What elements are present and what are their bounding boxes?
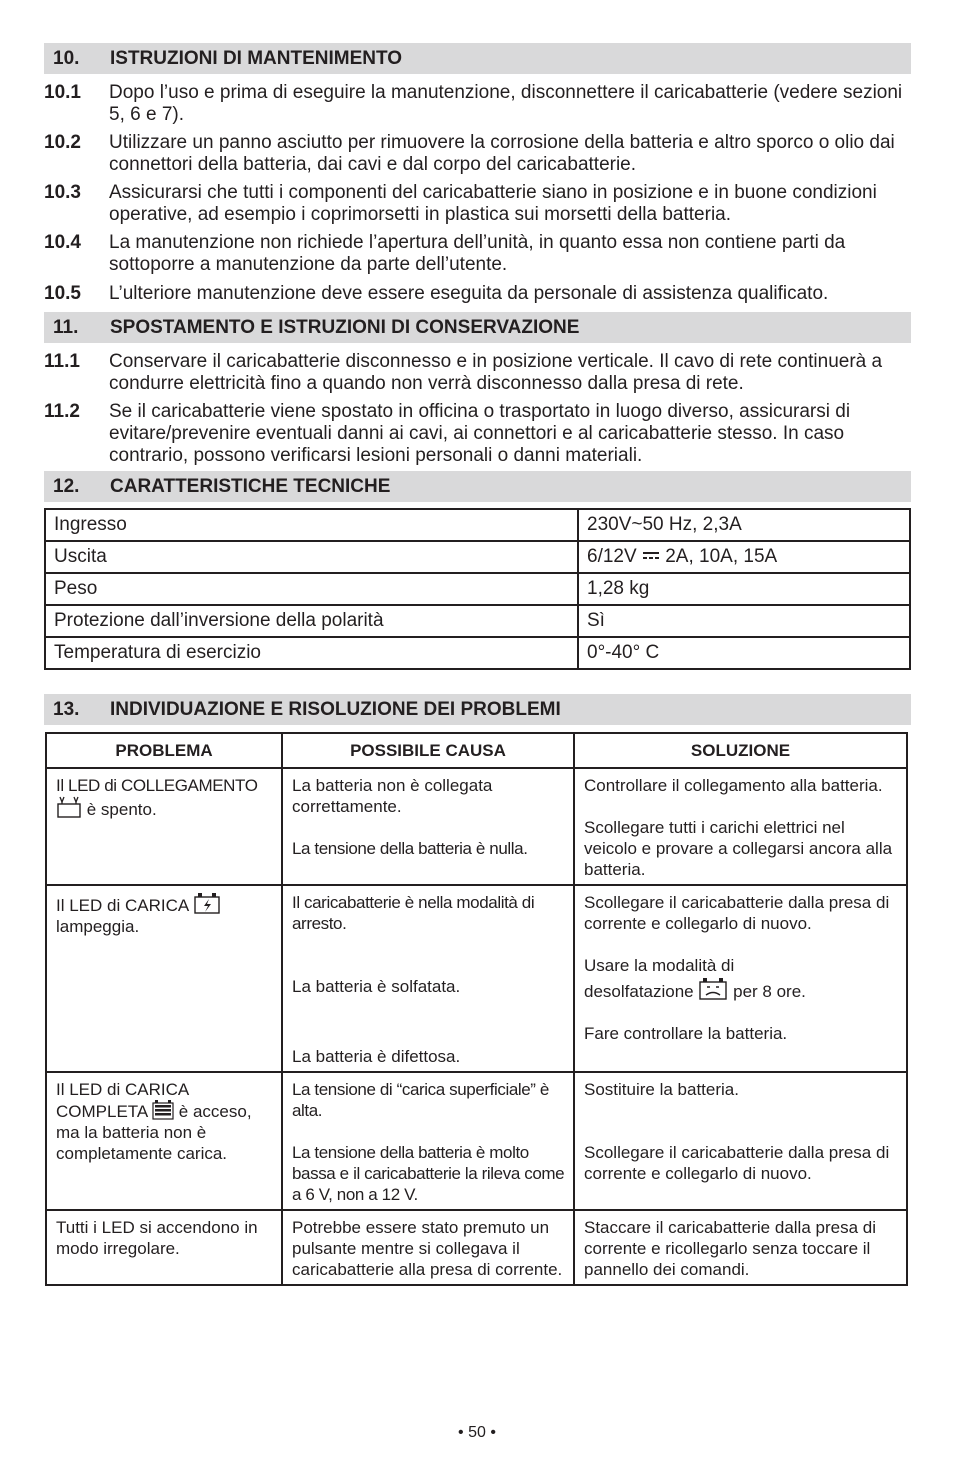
table-row (45, 605, 910, 637)
item-number: 11.1 (44, 351, 80, 372)
item-text: Se il caricabatterie viene spostato in officina o trasportato in luogo diverso, assicurarsi di evitare/prevenire eventuali danni ai cavi, ai connettori e al caricabatterie stesso. In caso contrario, possono verificarsi lesioni personali o danni materiali. (109, 401, 851, 466)
desulfation-icon (698, 976, 728, 1000)
solution-text: Controllare il collegamento alla batteria. (584, 776, 883, 795)
item-text: La manutenzione non richiede l’apertura dell’unità, in quanto essa non contiene parti da sottoporre a manutenzione da parte dell’utente. (109, 232, 846, 275)
problem-text: ma la batteria non è completamente carica. (56, 1123, 228, 1163)
problem-text: Il LED di COLLEGAMENTO (56, 776, 258, 795)
item-text: Assicurarsi che tutti i componenti del caricabatterie siano in posizione e in buone condizioni operative, ad esempio i coprimorsetti in plastica sui morsetti della batteria. (109, 182, 877, 225)
item-number: 10.4 (44, 232, 81, 253)
section-title: CARATTERISTICHE TECNICHE (110, 476, 391, 497)
solution-text: Fare controllare la batteria. (584, 1024, 788, 1043)
item-number: 10.1 (44, 82, 81, 103)
spec-value: Sì (578, 605, 910, 637)
spec-value-current: 2A, 10A, 15A (665, 546, 778, 567)
table-row (45, 541, 910, 573)
item-text: Utilizzare un panno asciutto per rimuovere la corrosione della batteria e altro sporco o olio dai connettori della batteria, dai cavi e dal corpo del caricabatterie. (109, 132, 895, 175)
list-item (44, 82, 914, 126)
list-item (44, 351, 914, 395)
cause-cell (282, 1210, 574, 1285)
charging-led-icon (193, 892, 221, 914)
problem-text: è spento. (86, 800, 157, 819)
table-row (45, 637, 910, 669)
cause-cell (282, 885, 574, 1072)
cause-cell (282, 768, 574, 885)
spec-value-voltage: 6/12V (587, 546, 637, 567)
section-title: ISTRUZIONI DI MANTENIMENTO (110, 48, 403, 69)
section-number: 11. (53, 317, 79, 338)
item-number: 10.2 (44, 132, 81, 153)
table-row (45, 573, 910, 605)
section-12-header (44, 471, 911, 502)
cause-text: La tensione di “carica superficiale” è alta. (292, 1080, 549, 1120)
section-number: 10. (53, 48, 80, 69)
list-item (44, 182, 914, 226)
section-10-header (44, 43, 911, 74)
cause-text: La batteria è difettosa. (292, 1047, 461, 1066)
solution-text: Scollegare il caricabatterie dalla presa di corrente e collegarlo di nuovo. (584, 893, 890, 933)
solution-cell (574, 885, 907, 1072)
page-number: • 50 • (458, 1424, 496, 1441)
solution-text: Scollegare tutti i carichi elettrici nel veicolo e provare a collegarsi ancora alla batteria. (584, 818, 893, 879)
spec-value (578, 541, 910, 573)
problem-cell (46, 885, 282, 1072)
solution-text: desolfatazione (584, 982, 694, 1001)
specs-table (44, 508, 911, 670)
list-item (44, 132, 914, 176)
column-header: POSSIBILE CAUSA (282, 733, 574, 768)
item-text: L’ulteriore manutenzione deve essere eseguita da personale di assistenza qualificato. (109, 283, 829, 304)
problem-cell (46, 1072, 282, 1210)
solution-cell (574, 768, 907, 885)
solution-text: Sostituire la batteria. (584, 1080, 739, 1099)
problem-cell (46, 1210, 282, 1285)
solution-cell (574, 1072, 907, 1210)
dc-symbol-icon (642, 550, 660, 562)
problem-text: COMPLETA (56, 1102, 148, 1121)
table-header-row (46, 733, 907, 768)
solution-cell (574, 1210, 907, 1285)
item-number: 10.5 (44, 283, 81, 304)
column-header: PROBLEMA (46, 733, 282, 768)
spec-value: 0°-40° C (578, 637, 910, 669)
table-row (46, 885, 907, 1072)
table-row (45, 509, 910, 541)
spec-value: 230V~50 Hz, 2,3A (578, 509, 910, 541)
spec-label: Temperatura di esercizio (45, 637, 578, 669)
cause-text: La batteria non è collegata correttamente. (292, 776, 493, 816)
full-charge-led-icon (152, 1100, 174, 1120)
item-number: 10.3 (44, 182, 81, 203)
item-text: Conservare il caricabatterie disconnesso e in posizione verticale. Il cavo di rete continuerà a condurre elettricità fino a quando non verrà disconnesso dalla presa di rete. (109, 351, 883, 394)
cause-text: La tensione della batteria è molto bassa e il caricabatterie la rileva come a 6 V, non a 12 V. (292, 1143, 565, 1204)
item-text: Dopo l’uso e prima di eseguire la manutenzione, disconnettere il caricabatterie (vedere sezioni 5, 6 e 7). (109, 82, 903, 125)
solution-text: Staccare il caricabatterie dalla presa di corrente e ricollegarlo senza toccare il pannello dei comandi. (584, 1218, 876, 1279)
solution-text: Usare la modalità di (584, 956, 735, 975)
troubleshooting-table (45, 732, 908, 1286)
cause-cell (282, 1072, 574, 1210)
table-row (46, 1210, 907, 1285)
spec-value: 1,28 kg (578, 573, 910, 605)
cause-text: La batteria è solfatata. (292, 977, 461, 996)
section-title: SPOSTAMENTO E ISTRUZIONI DI CONSERVAZIONE (110, 317, 580, 338)
problem-text: Tutti i LED si accendono in modo irregolare. (56, 1218, 258, 1258)
problem-text: è acceso, (178, 1102, 252, 1121)
problem-cell (46, 768, 282, 885)
problem-text: Il LED di CARICA (56, 1080, 190, 1099)
spec-label: Uscita (45, 541, 578, 573)
cause-text: Il caricabatterie è nella modalità di arresto. (292, 893, 535, 933)
spec-label: Ingresso (45, 509, 578, 541)
section-number: 12. (53, 476, 80, 497)
table-row (46, 768, 907, 885)
section-11-header (44, 312, 911, 343)
solution-text: per 8 ore. (733, 982, 806, 1001)
spec-label: Peso (45, 573, 578, 605)
list-item (44, 232, 914, 276)
problem-text: lampeggia. (56, 917, 140, 936)
list-item (44, 283, 914, 305)
connection-led-icon (56, 796, 82, 818)
cause-text: La tensione della batteria è nulla. (292, 839, 528, 858)
section-title: INDIVIDUAZIONE E RISOLUZIONE DEI PROBLEMI (110, 699, 561, 720)
problem-text: Il LED di CARICA (56, 896, 189, 915)
section-13-header (44, 694, 911, 725)
list-item (44, 401, 914, 467)
solution-text: Scollegare il caricabatterie dalla presa di corrente e collegarlo di nuovo. (584, 1143, 890, 1183)
table-row (46, 1072, 907, 1210)
spec-label: Protezione dall’inversione della polarità (45, 605, 578, 637)
cause-text: Potrebbe essere stato premuto un pulsante mentre si collegava il caricabatterie alla presa di corrente. (292, 1218, 563, 1279)
column-header: SOLUZIONE (574, 733, 907, 768)
section-number: 13. (53, 699, 80, 720)
item-number: 11.2 (44, 401, 80, 422)
